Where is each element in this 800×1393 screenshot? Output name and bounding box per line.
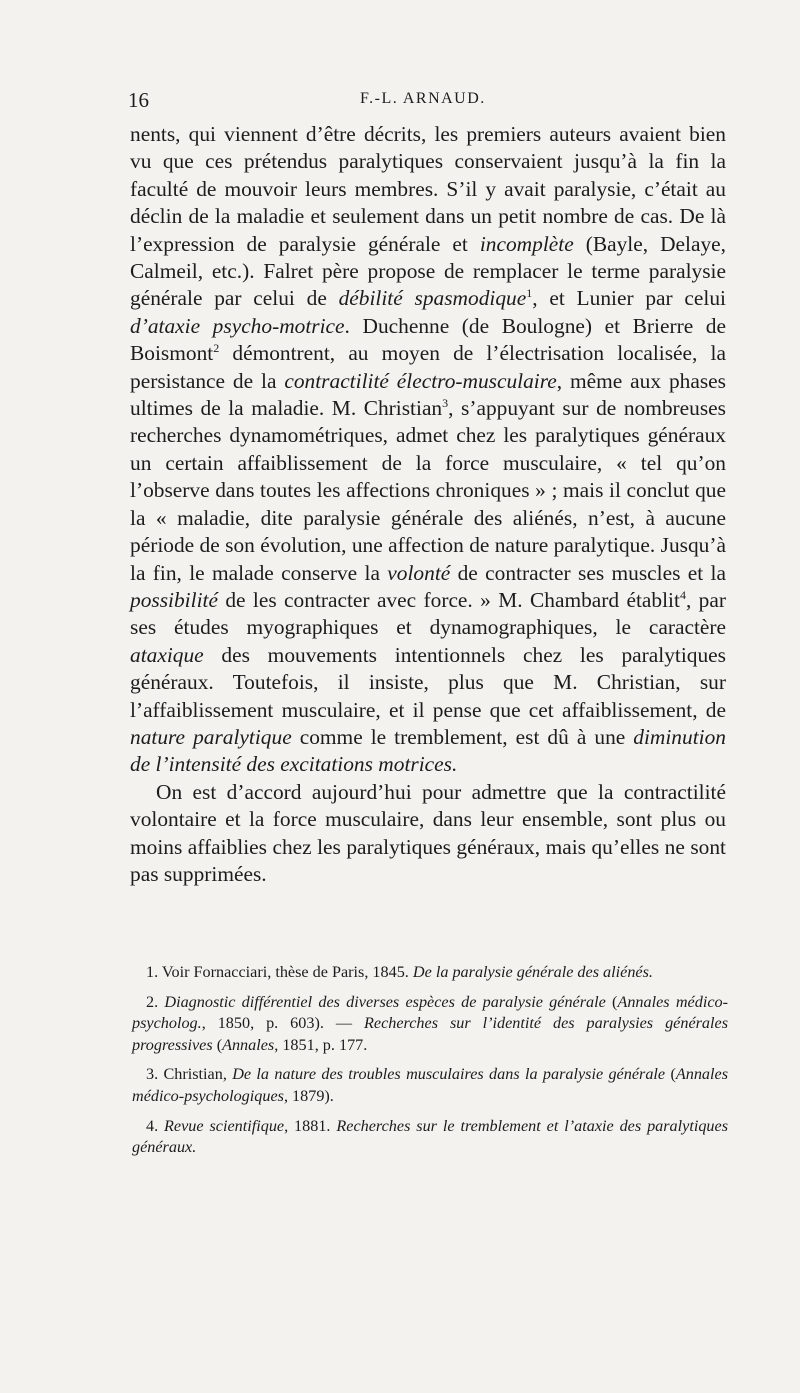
text-run: de contracter ses muscles et la [450,560,726,585]
text-run: nature paralytique [130,724,292,749]
paragraph-1 [130,121,726,779]
text-run: incomplète [479,231,574,256]
text-run: , s’appuyant sur de nombreuses recherches dynamométriques, admet chez les paralytiques généraux un certain affaiblissement de la force musculaire, « tel qu’on l’observe dans toutes les affections chroniques » ; mais il conclut que la « maladie, dite paralysie générale des aliénés, n’est, à aucune période de son évolution, une affection de nature paralytique. Jusqu’à la fin, le malade conserve la [130,396,726,585]
text-run: (Bayle, Delaye, Calmeil, etc.). Falret père propose de remplacer le terme paralysie générale par celui de [130,231,726,311]
text-run: 2. [146,992,165,1011]
text-run: Annales [222,1035,275,1054]
page-header [128,88,728,112]
footnote-ref: 3 [442,395,449,410]
text-run: On est d’accord aujourd’hui pour admettre que la contractilité volontaire et la force musculaire, dans leur ensemble, sont plus ou moins affaiblies chez les paralytiques généraux, mais qu’elles ne sont pas supprimées. [130,779,726,886]
text-run: débilité spasmodique [338,286,527,311]
text-run: possibilité [130,587,218,612]
running-head: F.-L. ARNAUD. [360,90,486,107]
text-run: des mouvements intentionnels chez les paralytiques généraux. Toutefois, il insiste, plus que M. Christian, sur l’affaiblissement musculaire, et il pense que cet affaiblissement, de [130,642,726,722]
text-run: , et Lunier par celui [532,286,726,311]
text-run: nents, qui viennent d’être décrits, les premiers auteurs avaient bien vu que ces prétendus paralytiques conservaient jusqu’à la fin la faculté de mouvoir leurs membres. S’il y avait paralysie, c’était au déclin de la maladie et seulement dans un petit nombre de cas. De là l’expression de paralysie générale et [130,122,726,256]
text-run: contractilité électro-musculaire [284,368,557,393]
footnote-ref: 4 [679,587,686,602]
text-run: de les contracter avec force. » M. Chambard établit [217,587,680,612]
page-number: 16 [128,88,149,112]
text-run: , 1851, p. 177. [274,1035,368,1054]
text-run: De la nature des troubles musculaires dans la paralysie générale [232,1065,666,1084]
text-run: comme le tremblement, est dû à une [291,724,634,749]
text-run: , par ses études myographiques et dynamographiques, le caractère [130,587,726,640]
text-run: Recherches sur le tremblement et l’ataxie des paralytiques généraux. [132,1116,728,1157]
footnotes [132,962,728,1167]
footnote-1 [132,962,728,984]
text-run: ( [212,1035,223,1054]
footnote-ref: 2 [213,341,220,356]
text-run: Annales médico-psychologiques [132,1065,728,1105]
text-run: Diagnostic différentiel des diverses espèces de paralysie générale [164,992,606,1011]
text-run: d’ataxie psycho-motrice [130,313,345,338]
text-run: . Duchenne (de Boulogne) et Brierre de Boismont [130,313,726,366]
text-run: démontrent, au moyen de l’électrisation localisée, la persistance de la [130,341,726,393]
text-run: Recherches sur l’identité des paralysies générales progressives [132,1014,728,1054]
text-run: , 1881. [284,1116,337,1135]
footnote-ref: 1 [526,286,533,301]
footnote-2 [132,992,728,1057]
text-run: , 1850, p. 603). — [201,1014,365,1033]
text-run: De la paralysie générale des aliénés. [412,963,653,981]
text-run: 4. [146,1116,165,1135]
text-run: volonté [387,560,451,585]
text-run: ( [665,1065,676,1084]
text-run: ( [605,992,618,1011]
paragraph-2 [130,779,726,889]
text-run: 3. Christian, [146,1065,233,1084]
text-run: , même aux phases ultimes de la maladie. M. Christian [130,368,726,421]
footnote-4 [132,1116,728,1159]
text-run: Revue scientifique [164,1116,285,1135]
text-run: 1. Voir Fornacciari, thèse de Paris, 1845. [146,963,413,981]
text-run: diminution de l’intensité des excitations motrices. [130,724,726,777]
text-run: Annales médico-psycholog. [132,992,728,1033]
text-run: ataxique [130,642,204,667]
footnote-3 [132,1064,728,1107]
text-run: , 1879). [283,1086,334,1105]
body-text [130,121,726,888]
